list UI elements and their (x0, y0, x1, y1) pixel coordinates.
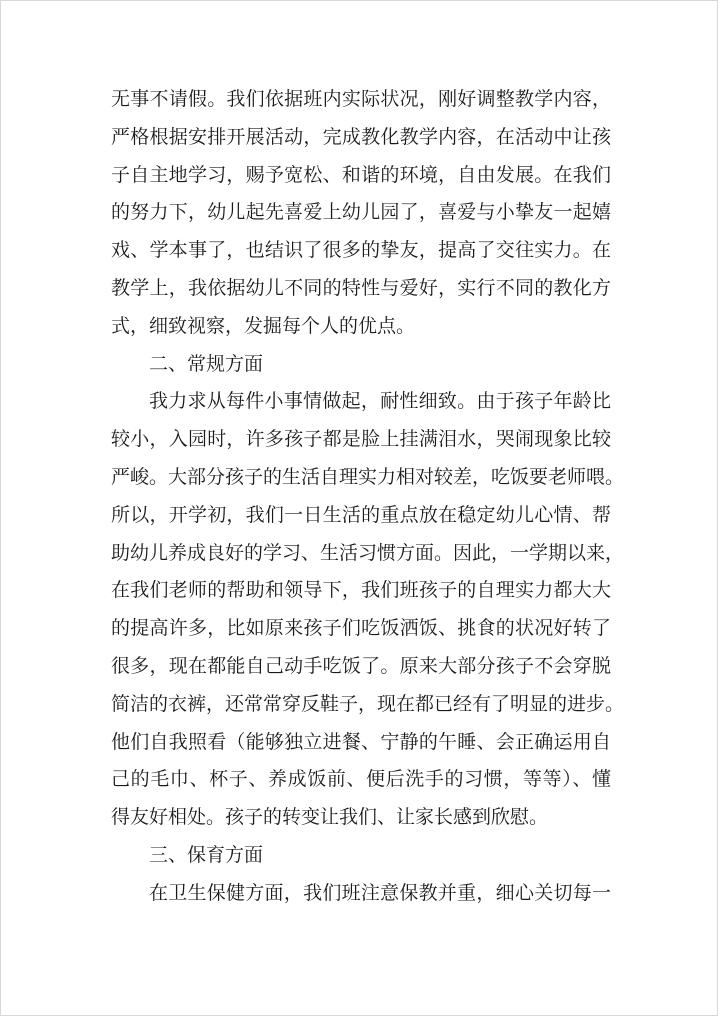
paragraph-line: 的努力下，幼儿起先喜爱上幼儿园了，喜爱与小挚友一起嬉 (111, 201, 611, 224)
paragraph-line: 很多，现在都能自己动手吃饭了。原来大部分孩子不会穿脱 (111, 654, 611, 677)
section-heading: 三、保育方面 (149, 843, 264, 866)
paragraph-line: 子自主地学习，赐予宽松、和谐的环境，自由发展。在我们 (111, 163, 611, 186)
paragraph-line: 的提高许多，比如原来孩子们吃饭洒饭、挑食的状况好转了 (111, 617, 611, 640)
paragraph-line: 我力求从每件小事情做起，耐性细致。由于孩子年龄比 (149, 390, 611, 413)
paragraph-line: 严峻。大部分孩子的生活自理实力相对较差，吃饭要老师喂。 (111, 465, 625, 488)
paragraph-line: 简洁的衣裤，还常常穿反鞋子，现在都已经有了明显的进步。 (111, 692, 625, 715)
paragraph-line: 戏、学本事了，也结识了很多的挚友，提高了交往实力。在 (111, 239, 611, 262)
section-heading: 二、常规方面 (149, 352, 264, 375)
paragraph-line: 所以，开学初，我们一日生活的重点放在稳定幼儿心情、帮 (111, 503, 611, 526)
document-body (111, 81, 625, 913)
paragraph-line: 在我们老师的帮助和领导下，我们班孩子的自理实力都大大 (111, 579, 611, 602)
paragraph-line: 在卫生保健方面，我们班注意保教并重，细心关切每一 (149, 881, 611, 904)
paragraph-line: 教学上，我依据幼儿不同的特性与爱好，实行不同的教化方 (111, 276, 611, 299)
paragraph-line: 己的毛巾、杯子、养成饭前、便后洗手的习惯，等等）、懂 (111, 768, 611, 791)
paragraph-line: 严格根据安排开展活动，完成教化教学内容，在活动中让孩 (111, 125, 611, 148)
paragraph-line: 他们自我照看（能够独立进餐、宁静的午睡、会正确运用自 (111, 730, 611, 753)
paragraph-line: 较小，入园时，许多孩子都是脸上挂满泪水，哭闹现象比较 (111, 428, 611, 451)
paragraph-line: 无事不请假。我们依据班内实际状况，刚好调整教学内容， (111, 88, 611, 110)
paragraph-line: 得友好相处。孩子的转变让我们、让家长感到欣慰。 (111, 806, 549, 829)
paragraph-line: 式，细致视察，发掘每个人的优点。 (111, 314, 416, 337)
paragraph-line: 助幼儿养成良好的学习、生活习惯方面。因此，一学期以来， (111, 541, 625, 564)
